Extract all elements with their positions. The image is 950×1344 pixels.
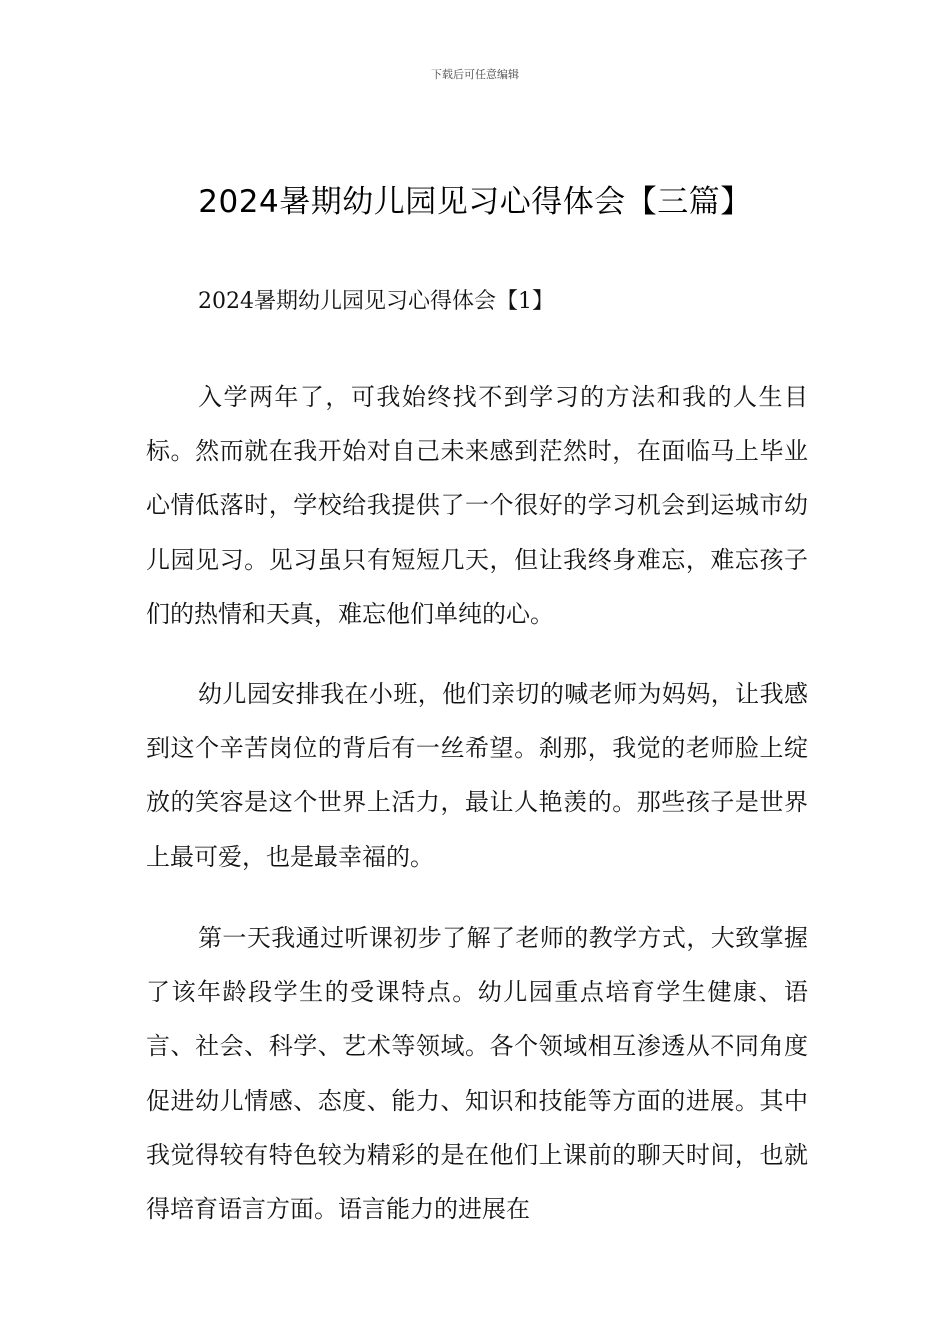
- document-title: 2024暑期幼儿园见习心得体会【三篇】: [198, 184, 752, 220]
- section-heading: 2024暑期幼儿园见习心得体会【1】: [198, 289, 554, 314]
- header-note: 下载后可任意编辑: [431, 68, 519, 81]
- body-paragraph: 第一天我通过听课初步了解了老师的教学方式，大致掌握了该年龄段学生的受课特点。幼儿园重点培育学生健康、语言、社会、科学、艺术等领域。各个领域相互渗透从不同角度促进幼儿情感、态度、能力、知识和技能等方面的进展。其中我觉得较有特色较为精彩的是在他们上课前的聊天时间，也就得培育语言方面。语言能力的进展在: [146, 924, 808, 1224]
- body-paragraph: 入学两年了，可我始终找不到学习的方法和我的人生目标。然而就在我开始对自己未来感到茫然时，在面临马上毕业心情低落时，学校给我提供了一个很好的学习机会到运城市幼儿园见习。见习虽只有短短几天，但让我终身难忘，难忘孩子们的热情和天真，难忘他们单纯的心。: [146, 383, 808, 628]
- body-paragraph: 幼儿园安排我在小班，他们亲切的喊老师为妈妈，让我感到这个辛苦岗位的背后有一丝希望。刹那，我觉的老师脸上绽放的笑容是这个世界上活力，最让人艳羡的。那些孩子是世界上最可爱，也是最幸福的。: [146, 680, 808, 871]
